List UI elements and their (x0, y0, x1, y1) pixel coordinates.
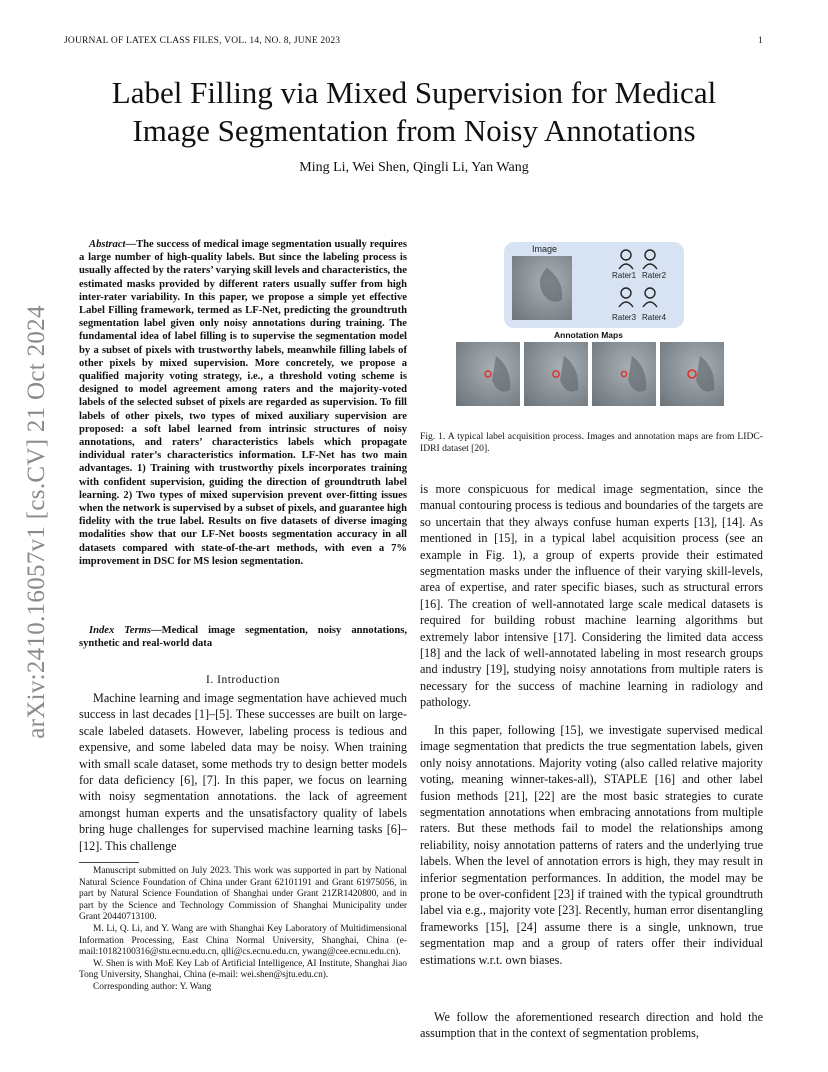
footnote-rule (79, 862, 139, 863)
intro-paragraph: Machine learning and image segmentation have achieved much success in last decades [1]–[5]. These successes are built on large-scale labeled datasets. However, labeling process is tedious and expensive, and some labeled data may be noisy. When training with small scale dataset, some methods try to design better models for data deficiency [6], [7]. In this paper, we focus on learning with noisy segmentation annotations. the lack of agreement amongst human experts and the unsatisfactory quality of labels bring huge challenges for supervised machine learning tasks [6]–[12]. This challenge (79, 691, 407, 853)
right-paragraph-3: We follow the aforementioned research direction and hold the assumption that in the context of segmentation problems, (420, 1010, 763, 1041)
index-terms (79, 624, 407, 650)
index-terms-text: —Medical image segmentation, noisy annotations, synthetic and real-world data (79, 625, 407, 650)
author-list: Ming Li, Wei Shen, Qingli Li, Yan Wang (299, 160, 529, 175)
abstract-text: —The success of medical image segmentation usually requires a large number of high-quality labels. But since the labeling process is usually affected by the raters’ varying skill levels and characteristics, the estimated masks provided by different raters usually suffer from high inter-rater variability. In this paper, we propose a simple yet effective Label Filling framework, termed as LF-Net, predicting the groundtruth segmentation label given only noisy annotations during training. The fundamental idea of label filling is to supervise the segmentation model by a subset of pixels with trustworthy labels, meanwhile filling labels of other pixels by mixed supervision. More concretely, we propose a qualified majority voting strategy, i.e., a threshold voting scheme is designed to model agreement among raters and the majority-voted labels of the selected subset of pixels are regarded as supervision. To fill labels of other pixels, two types of mixed auxiliary supervision are proposed: a soft label learned from intrinsic structures of noisy annotations, and raters’ characteristics labels which propagate individual rater’s characteristics information. LF-Net has two main advantages. 1) Training with trustworthy pixels incorporates training with confident supervision, guiding the direction of groundtruth label learning. 2) Two types of mixed supervision prevent over-fitting issues when the network is supervised by a subset of pixels, and guarantee high fidelity with the true label. Results on five datasets of diverse imaging modalities show that our LF-Net boosts segmentation accuracy in all datasets compared with state-of-the-art methods, with even a 7% improvement in DSC for MS lesion segmentation. (79, 239, 407, 567)
arxiv-stamp (22, 282, 52, 762)
arxiv-stamp-text: arXiv:2410.16057v1 [cs.CV] 21 Oct 2024 (23, 305, 50, 739)
title-line-2: Image Segmentation from Noisy Annotations (132, 113, 696, 148)
page-number: 1 (758, 36, 763, 46)
rater1-label: Rater1 (612, 271, 637, 280)
abstract-label: Abstract (89, 239, 126, 250)
rater4-label: Rater4 (642, 313, 667, 322)
footnote-affiliation-1: M. Li, Q. Li, and Y. Wang are with Shanghai Key Laboratory of Multidimensional Information Processing, East China Normal University, Shanghai, China (e-mail:10182100316@stu.ecnu.edu.cn, qlli@cs.ecnu.edu.cn, ywang@cee.ecnu.edu.cn). (79, 923, 407, 958)
footnote-funding: Manuscript submitted on July 2023. This work was supported in part by National Natural Science Foundation of China under Grant 62101191 and Grant 61975056, in part by Natural Science Foundation of Shanghai under Grant 21ZR1420800, and in part by the Science and Technology Commission of Shanghai Municipality under Grant 20440713100. (79, 866, 407, 923)
right-paragraph-1: is more conspicuous for medical image segmentation, since the manual contouring process is tedious and boundaries of the targets are so uncertain that they always confuse human experts [13], [14]. As mentioned in [15], in a typical label acquisition process (see an example in Fig. 1), a group of experts provide their estimated segmentation masks under the influence of their varying skill-levels, area of expertise, and rater specific biases, such as structural errors [16]. The creation of well-annotated large scale medical datasets is required for building robust machine learning algorithms but extremely labor intensive [17]. Considering the limited data access [18] and the lack of well-annotated labeling in most research groups and industry [19], studying noisy annotations from multiple raters is necessary for the success of machine learning in radiology and pathology. (420, 482, 763, 710)
image-label: Image (532, 244, 558, 254)
annotation-maps-label: Annotation Maps (554, 330, 623, 340)
rater3-label: Rater3 (612, 313, 637, 322)
footnotes (79, 866, 407, 994)
annotation-maps (456, 342, 724, 406)
figure-1-caption: Fig. 1. A typical label acquisition process. Images and annotation maps are from LIDC-IDRI dataset [20]. (420, 431, 763, 454)
figure-1 (452, 240, 732, 420)
right-paragraph-2: In this paper, following [15], we investigate supervised medical image segmentation that predicts the true segmentation labels, given only noisy annotations. Majority voting (also called relative majority voting, meaning winner-takes-all), STAPLE [16] and other label fusion methods [21], [22] are the most basic strategies to curate segmentation annotations when embracing annotations from multiple raters. But these methods fail to model the relationships among reliability, noisy annotation patterns of raters and the underlying true labels. When the level of annotation errors is high, they may result in inferior segmentation performances. In addition, the model may be prone to be over-confident [23] if trained with the typical groundtruth label via e.g., majority vote [23]. Recently, human error disentangling frameworks [15], [24] assume there is a single, unknown, true segmentation map and a group of raters offer their individual estimations w.r.t. own biases. (420, 723, 763, 967)
paper-title (64, 74, 764, 150)
footnote-affiliation-2: W. Shen is with MoE Key Lab of Artificial Intelligence, AI Institute, Shanghai Jiao Tong University, Shanghai, China (e-mail: wei.shen@sjtu.edu.cn). (79, 958, 407, 981)
running-header: JOURNAL OF LATEX CLASS FILES, VOL. 14, NO. 8, JUNE 2023 (64, 36, 341, 46)
figure-1-graphic (452, 240, 732, 420)
index-terms-label: Index Terms (89, 625, 151, 636)
abstract (79, 238, 407, 568)
footnote-corresponding: Corresponding author: Y. Wang (93, 981, 212, 992)
title-line-1: Label Filling via Mixed Supervision for Medical (111, 75, 717, 110)
section-heading: I. Introduction (206, 674, 280, 686)
rater2-label: Rater2 (642, 271, 667, 280)
